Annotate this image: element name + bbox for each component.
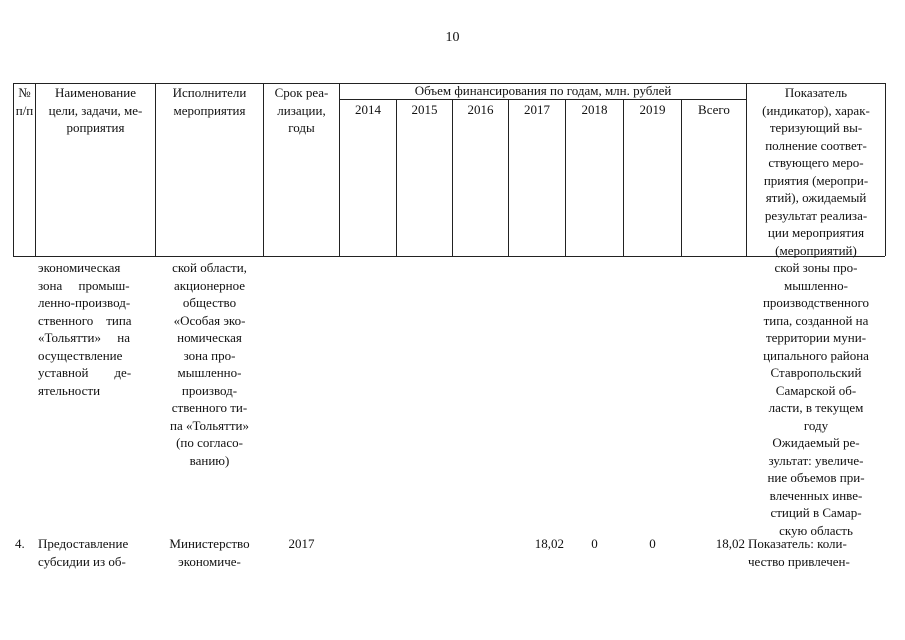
header-year-2018: 2018	[581, 102, 608, 117]
col-border-2018	[623, 99, 624, 256]
col-border-2014	[396, 99, 397, 256]
col-border-2019	[681, 99, 682, 256]
header-year-2016: 2016	[467, 102, 494, 117]
cont-row-indicator: ской зоны про- мышленно- производственного типа, созданной на территории муни- ципального района Ставропольский Самарской об- ласти, в текущем году Ожидаемый ре- зультат: увеличе- ние объемов при- влеченных инве- стиций в Самар- скую область	[762, 260, 870, 538]
cont-row-executors: ской области, акционерное общество «Особая эко- номическая зона про- мышленно- производ- ственного ти- па «Тольятти» (по согласо- ванию)	[170, 260, 249, 468]
row4-value-2019: 0	[649, 536, 656, 551]
header-indicator: Показатель (индикатор), харак- теризующий вы- полнение соответ- ствующего меро- приятия (меропри- ятий), ожидаемый результат реализа- ции мероприятия (мероприятий)	[762, 85, 870, 258]
row4-value-total: 18,02	[715, 536, 745, 551]
header-num: № п/п	[15, 85, 34, 118]
header-funding-title: Объем финансирования по годам, млн. рублей	[414, 83, 672, 98]
years-header-rule	[339, 99, 746, 100]
header-year-2019: 2019	[639, 102, 666, 117]
row4-executors: Министерство экономиче-	[169, 536, 250, 569]
row4-value-2017: 18,02	[534, 536, 564, 551]
row4-indicator: Показатель: коли- чество привлечен-	[748, 536, 850, 569]
header-year-2015: 2015	[411, 102, 438, 117]
header-name: Наименование цели, задачи, ме- роприятия	[48, 85, 143, 135]
col-border-2017	[565, 99, 566, 256]
row4-name: Предоставление субсидии из об-	[38, 536, 129, 569]
page-number: 10	[445, 30, 460, 45]
header-year-2017: 2017	[524, 102, 550, 117]
col-border-2016	[508, 99, 509, 256]
row4-term: 2017	[288, 536, 315, 551]
row4-value-2018: 0	[591, 536, 598, 551]
cont-row-name: экономическая зона промыш- ленно-производ- ственного типа «Тольятти» на осуществление уставной де- ятельности	[38, 260, 132, 398]
header-executors: Исполнители мероприятия	[172, 85, 247, 118]
header-total: Всего	[698, 102, 730, 117]
header-year-2014: 2014	[355, 102, 381, 117]
col-border-2015	[452, 99, 453, 256]
col-border-right	[885, 83, 886, 256]
header-term: Срок реа- лизации, годы	[274, 85, 329, 135]
row4-num: 4.	[15, 536, 25, 551]
